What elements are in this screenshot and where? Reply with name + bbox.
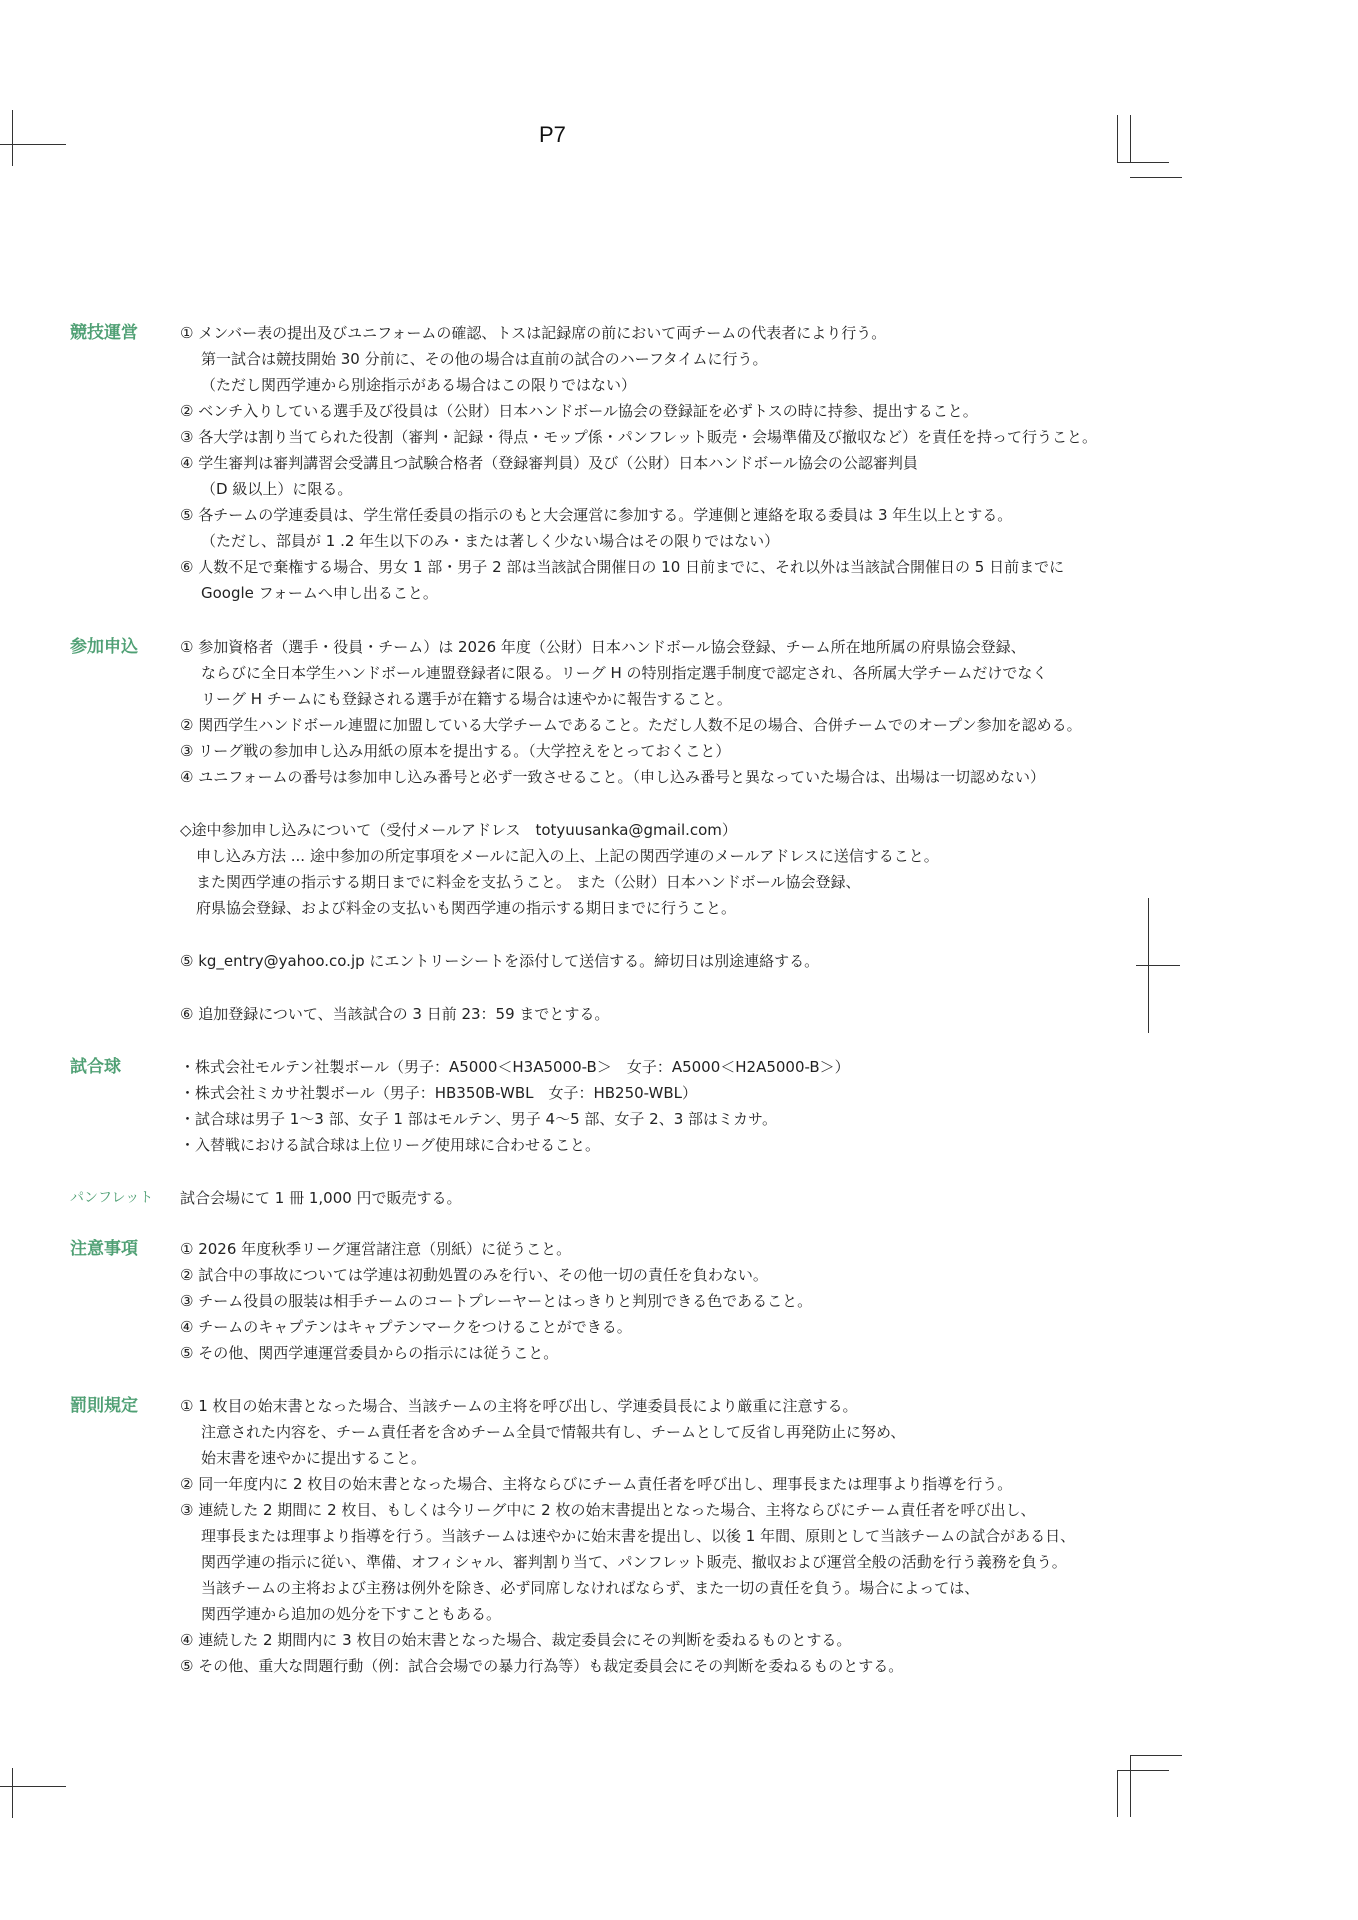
text-line: ・試合球は男子 1〜3 部、女子 1 部はモルテン、男子 4〜5 部、女子 2、3 部はミカサ。 bbox=[180, 1110, 777, 1128]
text-line: 申し込み方法 ... 途中参加の所定事項をメールに記入の上、上記の関西学連のメールアドレスに送信すること。 bbox=[196, 847, 939, 865]
text-line: ④ チームのキャプテンはキャプテンマークをつけることができる。 bbox=[180, 1318, 632, 1336]
text-line: 関西学連の指示に従い、準備、オフィシャル、審判割り当て、パンフレット販売、撤収および運営全般の活動を行う義務を負う。 bbox=[201, 1553, 1067, 1571]
crop-mark-top-left-v bbox=[12, 110, 13, 166]
crop-mark-bottom-left-v bbox=[12, 1768, 13, 1818]
text-line: 試合会場にて 1 冊 1,000 円で販売する。 bbox=[180, 1189, 462, 1207]
text-line: ④ 学生審判は審判講習会受講且つ試験合格者（登録審判員）及び（公財）日本ハンドボール協会の公認審判員 bbox=[180, 454, 918, 472]
text-line: （ただし、部員が 1 .2 年生以下のみ・または著しく少ない場合はその限りではない） bbox=[201, 532, 780, 550]
text-line: リーグ H チームにも登録される選手が在籍する場合は速やかに報告すること。 bbox=[201, 690, 732, 708]
text-line: （D 級以上）に限る。 bbox=[201, 480, 353, 498]
crop-mark-bottom-left-h bbox=[0, 1786, 66, 1787]
text-line: ② ベンチ入りしている選手及び役員は（公財）日本ハンドボール協会の登録証を必ずトスの時に持参、提出すること。 bbox=[180, 402, 978, 420]
text-line: ② 関西学生ハンドボール連盟に加盟している大学チームであること。ただし人数不足の場合、合併チームでのオープン参加を認める。 bbox=[180, 716, 1082, 734]
text-line: ⑥ 追加登録について、当該試合の 3 日前 23：59 までとする。 bbox=[180, 1005, 610, 1023]
crop-mark-top-right-v1 bbox=[1117, 115, 1118, 162]
section-label: 試合球 bbox=[70, 1057, 121, 1077]
section-label: 参加申込 bbox=[70, 637, 138, 657]
text-line: ③ リーグ戦の参加申し込み用紙の原本を提出する。（大学控えをとっておくこと） bbox=[180, 742, 731, 760]
crop-mark-right-center-h bbox=[1136, 965, 1180, 966]
section-label: パンフレット bbox=[70, 1190, 154, 1206]
text-line: ③ チーム役員の服装は相手チームのコートプレーヤーとはっきりと判別できる色であること。 bbox=[180, 1292, 813, 1310]
crop-mark-bottom-right-v2 bbox=[1117, 1770, 1118, 1817]
text-line: ① 参加資格者（選手・役員・チーム）は 2026 年度（公財）日本ハンドボール協会登録、チーム所在地所属の府県協会登録、 bbox=[180, 638, 1026, 656]
text-line: ⑤ kg_entry@yahoo.co.jp にエントリーシートを添付して送信する。締切日は別途連絡する。 bbox=[180, 952, 820, 970]
text-line: 理事長または理事より指導を行う。当該チームは速やかに始末書を提出し、以後 1 年間、原則として当該チームの試合がある日、 bbox=[201, 1527, 1076, 1545]
text-line: 注意された内容を、チーム責任者を含めチーム全員で情報共有し、チームとして反省し再発防止に努め、 bbox=[201, 1423, 906, 1441]
text-line: また関西学連の指示する期日までに料金を支払うこと。 また（公財）日本ハンドボール協会登録、 bbox=[196, 873, 861, 891]
crop-mark-bottom-right-v1 bbox=[1130, 1755, 1131, 1817]
text-line: ④ 連続した 2 期間内に 3 枚目の始末書となった場合、裁定委員会にその判断を委ねるものとする。 bbox=[180, 1631, 852, 1649]
crop-mark-top-left-h bbox=[0, 144, 66, 145]
text-line: （ただし関西学連から別途指示がある場合はこの限りではない） bbox=[201, 376, 637, 394]
crop-mark-bottom-right-h2 bbox=[1117, 1770, 1169, 1771]
text-line: ・株式会社ミカサ社製ボール（男子：HB350B-WBL 女子：HB250-WBL） bbox=[180, 1084, 697, 1102]
text-line: ③ 各大学は割り当てられた役割（審判・記録・得点・モップ係・パンフレット販売・会場準備及び撤収など）を責任を持って行うこと。 bbox=[180, 428, 1098, 446]
text-line: ① メンバー表の提出及びユニフォームの確認、トスは記録席の前において両チームの代表者により行う。 bbox=[180, 324, 887, 342]
page-number: P7 bbox=[539, 122, 566, 147]
text-line: 始末書を速やかに提出すること。 bbox=[201, 1449, 427, 1467]
text-line: ⑤ 各チームの学連委員は、学生常任委員の指示のもと大会運営に参加する。学連側と連絡を取る委員は 3 年生以上とする。 bbox=[180, 506, 1013, 524]
text-line: ・入替戦における試合球は上位リーグ使用球に合わせること。 bbox=[180, 1136, 601, 1154]
text-line: 当該チームの主将および主務は例外を除き、必ず同席しなければならず、また一切の責任を負う。場合によっては、 bbox=[201, 1579, 980, 1597]
text-line: ⑥ 人数不足で棄権する場合、男女 1 部・男子 2 部は当該試合開催日の 10 日前までに、それ以外は当該試合開催日の 5 日前までに bbox=[180, 558, 1065, 576]
text-line: ⑤ その他、関西学連運営委員からの指示には従うこと。 bbox=[180, 1344, 559, 1362]
text-line: ② 試合中の事故については学連は初動処置のみを行い、その他一切の責任を負わない。 bbox=[180, 1266, 768, 1284]
section-label: 注意事項 bbox=[70, 1239, 138, 1259]
section-label: 罰則規定 bbox=[70, 1396, 138, 1416]
text-line: ② 同一年度内に 2 枚目の始末書となった場合、主将ならびにチーム責任者を呼び出し、理事長または理事より指導を行う。 bbox=[180, 1475, 1013, 1493]
text-line: ③ 連続した 2 期間に 2 枚目、もしくは今リーグ中に 2 枚の始末書提出となった場合、主将ならびにチーム責任者を呼び出し、 bbox=[180, 1501, 1036, 1519]
text-line: ① 2026 年度秋季リーグ運営諸注意（別紙）に従うこと。 bbox=[180, 1240, 572, 1258]
text-line: ④ ユニフォームの番号は参加申し込み番号と必ず一致させること。（申し込み番号と異なっていた場合は、出場は一切認めない） bbox=[180, 768, 1045, 786]
text-line: 関西学連から追加の処分を下すこともある。 bbox=[201, 1605, 502, 1623]
crop-mark-top-right-v2 bbox=[1130, 115, 1131, 162]
section-label: 競技運営 bbox=[70, 323, 138, 343]
text-line: ◇途中参加申し込みについて（受付メールアドレス totyuusanka@gmail.com） bbox=[180, 821, 737, 839]
text-line: ・株式会社モルテン社製ボール（男子：A5000＜H3A5000-B＞ 女子：A5000＜H2A5000-B＞） bbox=[180, 1058, 850, 1076]
text-line: 第一試合は競技開始 30 分前に、その他の場合は直前の試合のハーフタイムに行う。 bbox=[201, 350, 768, 368]
text-line: 府県協会登録、および料金の支払いも関西学連の指示する期日までに行うこと。 bbox=[196, 899, 737, 917]
text-line: ⑤ その他、重大な問題行動（例：試合会場での暴力行為等）も裁定委員会にその判断を委ねるものとする。 bbox=[180, 1657, 904, 1675]
text-line: Google フォームへ申し出ること。 bbox=[201, 584, 438, 602]
crop-mark-bottom-right-h1 bbox=[1130, 1755, 1182, 1756]
crop-mark-top-right-h1 bbox=[1117, 162, 1169, 163]
text-line: ならびに全日本学生ハンドボール連盟登録者に限る。リーグ H の特別指定選手制度で認定され、各所属大学チームだけでなく bbox=[201, 664, 1048, 682]
text-line: ① 1 枚目の始末書となった場合、当該チームの主将を呼び出し、学連委員長により厳重に注意する。 bbox=[180, 1397, 858, 1415]
crop-mark-top-right-h2 bbox=[1130, 177, 1182, 178]
